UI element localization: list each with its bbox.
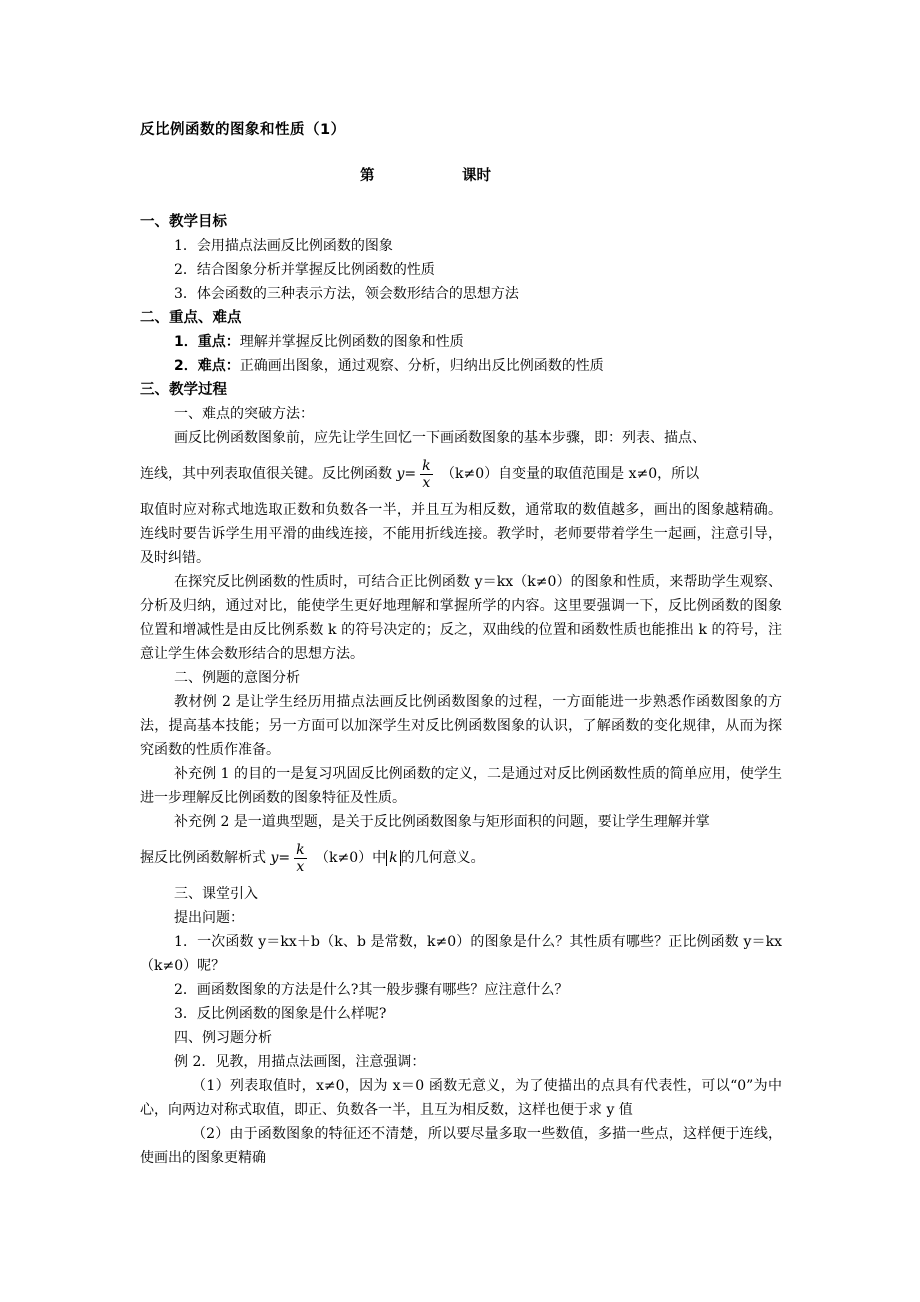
key-point-label: 1．重点： xyxy=(174,334,240,350)
key-point xyxy=(140,330,782,354)
difficult-point xyxy=(140,354,782,378)
lesson-suffix: 课时 xyxy=(462,168,491,184)
subheading: 三、课堂引入 xyxy=(174,886,258,902)
fraction-denominator: x xyxy=(422,474,431,491)
example-note: （1）列表取值时，x≠0，因为 x＝0 函数无意义，为了使描出的点具有代表性，可以“0”为中心，向两边对称式取值，即正、负数各一半，且互为相反数，这样也便于求 y 值 xyxy=(140,1078,782,1118)
absolute-value-k: k xyxy=(386,850,400,866)
difficult-point-label: 2．难点： xyxy=(174,358,240,374)
fraction-k-over-x xyxy=(294,842,306,875)
question-item: 2．画函数图象的方法是什么?其一般步骤有哪些？应注意什么？ xyxy=(174,982,569,998)
fraction-numerator: k xyxy=(422,457,431,474)
paragraph: 取值时应对称式地选取正数和负数各一半，并且互为相反数，通常取的数值越多，画出的图象越精确。连线时要告诉学生用平滑的曲线连接，不能用折线连接。教学时，老师要带着学生一起画，注意引导，及时纠错。 xyxy=(140,502,782,566)
objective-item: 2．结合图象分析并掌握反比例函数的性质 xyxy=(174,262,435,278)
subheading: 二、例题的意图分析 xyxy=(174,670,300,686)
fraction-denominator: x xyxy=(296,858,305,875)
example-title: 例 2．见教，用描点法画图，注意强调： xyxy=(174,1054,426,1070)
text-span: 握反比例函数解析式 xyxy=(140,850,266,866)
text-span: （k≠0）自变量的取值范围是 x≠0，所以 xyxy=(441,466,700,482)
formula-equals: = xyxy=(278,850,291,866)
difficult-point-text: 正确画出图象，通过观察、分析，归纳出反比例函数的性质 xyxy=(239,358,604,374)
paragraph: 在探究反比例函数的性质时，可结合正比例函数 y＝kx（k≠0）的图象和性质，来帮助学生观察、分析及归纳，通过对比，能使学生更好地理解和掌握所学的内容。这里要强调一下，反比例函数的图象位置和增减性是由反比例系数 k 的符号决定的；反之，双曲线的位置和函数性质也能推出 k 的符号，注意让学生体会数形结合的思想方法。 xyxy=(140,574,782,662)
formula-y: y xyxy=(270,850,279,866)
question-item: 1．一次函数 y＝kx＋b（k、b 是常数，k≠0）的图象是什么？其性质有哪些？正比例函数 y＝kx（k≠0）呢？ xyxy=(140,934,782,974)
example-note: （2）由于函数图象的特征还不清楚，所以要尽量多取一些数值，多描一些点，这样便于连线，使画出的图象更精确 xyxy=(140,1126,782,1166)
objective-item: 3．体会函数的三种表示方法，领会数形结合的思想方法 xyxy=(174,286,519,302)
paragraph-line: 补充例 2 是一道典型题，是关于反比例函数图象与矩形面积的问题，要让学生理解并掌 xyxy=(174,814,710,830)
objective-item: 1．会用描点法画反比例函数的图象 xyxy=(174,238,393,254)
subheading: 四、例习题分析 xyxy=(174,1030,272,1046)
fraction-numerator: k xyxy=(296,841,305,858)
document-body xyxy=(140,210,782,1170)
key-point-text: 理解并掌握反比例函数的图象和性质 xyxy=(239,334,464,350)
formula-y: y xyxy=(396,466,405,482)
text-span: 连线，其中列表取值很关键。反比例函数 xyxy=(140,466,392,482)
formula-equals: = xyxy=(404,466,417,482)
section-heading-objectives: 一、教学目标 xyxy=(140,214,227,230)
document-title: 反比例函数的图象和性质（1） xyxy=(140,122,346,138)
paragraph: 补充例 1 的目的一是复习巩固反比例函数的定义，二是通过对反比例函数性质的简单应用，使学生进一步理解反比例函数的图象特征及性质。 xyxy=(140,766,782,806)
paragraph-line-formula xyxy=(140,450,782,498)
paragraph-line-formula xyxy=(140,834,782,882)
paragraph-line: 画反比例函数图象前，应先让学生回忆一下画函数图象的基本步骤，即：列表、描点、 xyxy=(174,430,706,446)
text-span: （k≠0）中 xyxy=(315,850,387,866)
paragraph: 教材例 2 是让学生经历用描点法画反比例函数图象的过程，一方面能进一步熟悉作函数图象的方法，提高基本技能；另一方面可以加深学生对反比例函数图象的认识，了解函数的变化规律，从而为探究函数的性质作准备。 xyxy=(140,694,782,758)
question-item: 3．反比例函数的图象是什么样呢? xyxy=(174,1006,387,1022)
text-span: 的几何意义。 xyxy=(400,850,485,866)
section-heading-key-points: 二、重点、难点 xyxy=(140,310,242,326)
question-intro: 提出问题： xyxy=(174,910,244,926)
section-heading-process: 三、教学过程 xyxy=(140,382,227,398)
fraction-k-over-x xyxy=(420,458,432,491)
subheading: 一、难点的突破方法： xyxy=(174,406,314,422)
lesson-prefix: 第 xyxy=(360,168,375,184)
